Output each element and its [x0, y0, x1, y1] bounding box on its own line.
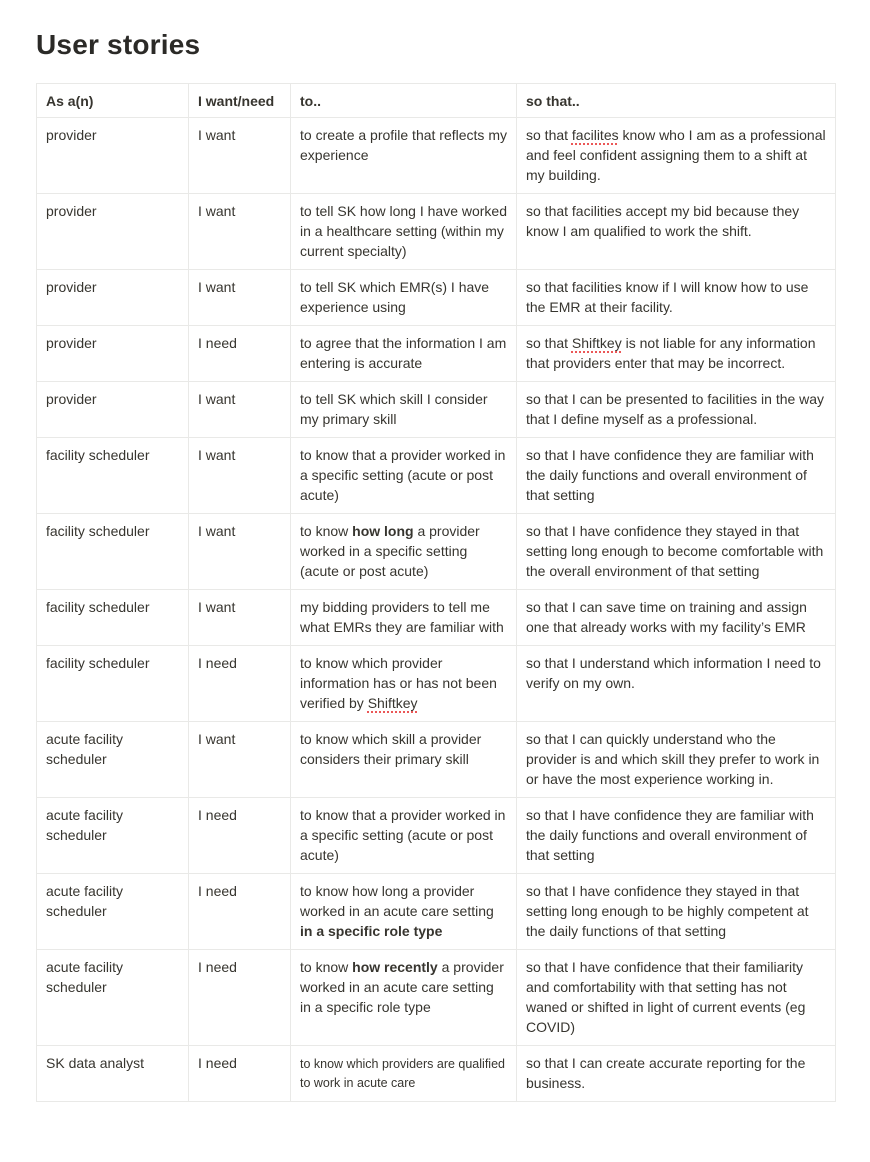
table-row: [37, 118, 836, 194]
cell-to[interactable]: [291, 874, 517, 950]
cell-want[interactable]: [189, 118, 291, 194]
text-segment: so that I understand which information I need to verify on my own.: [526, 655, 821, 691]
text-segment: I want: [198, 391, 236, 407]
cell-as[interactable]: [37, 118, 189, 194]
cell-so[interactable]: [517, 1046, 836, 1102]
text-segment: is not liable for any information that providers enter that may be incorrect.: [526, 335, 816, 371]
header-cell-want[interactable]: I want/need: [189, 84, 291, 118]
cell-as[interactable]: [37, 326, 189, 382]
table-row: [37, 798, 836, 874]
text-segment: to know which providers are qualified to work in acute care: [300, 1057, 505, 1090]
text-segment: Shiftkey: [571, 335, 622, 351]
table-row: [37, 326, 836, 382]
cell-to[interactable]: [291, 646, 517, 722]
text-segment: facility scheduler: [46, 599, 150, 615]
cell-so[interactable]: [517, 326, 836, 382]
cell-so[interactable]: [517, 382, 836, 438]
table-row: [37, 1046, 836, 1102]
cell-so[interactable]: [517, 270, 836, 326]
text-segment: facilites: [571, 127, 619, 143]
cell-as[interactable]: [37, 874, 189, 950]
page-title[interactable]: User stories: [36, 29, 201, 60]
cell-to[interactable]: [291, 722, 517, 798]
text-segment: I want: [198, 279, 236, 295]
cell-want[interactable]: [189, 646, 291, 722]
cell-want[interactable]: [189, 270, 291, 326]
cell-as[interactable]: [37, 590, 189, 646]
text-segment: I want: [198, 127, 236, 143]
text-segment: so that I have confidence that their familiarity and comfortability with that setting has not waned or shifted in light of current events (eg COVID): [526, 959, 806, 1035]
text-segment: provider: [46, 335, 97, 351]
text-segment: provider: [46, 391, 97, 407]
cell-so[interactable]: [517, 590, 836, 646]
text-segment: how long: [352, 523, 414, 539]
cell-want[interactable]: [189, 194, 291, 270]
cell-to[interactable]: [291, 438, 517, 514]
table-row: [37, 590, 836, 646]
cell-as[interactable]: [37, 646, 189, 722]
text-segment: to know how long a provider worked in an acute care setting: [300, 883, 494, 919]
cell-so[interactable]: [517, 950, 836, 1046]
cell-to[interactable]: [291, 118, 517, 194]
cell-to[interactable]: [291, 798, 517, 874]
table-row: [37, 270, 836, 326]
text-segment: in a specific role type: [300, 923, 443, 939]
cell-as[interactable]: [37, 438, 189, 514]
text-segment: so that I have confidence they stayed in that setting long enough to be highly competent at the daily functions of that setting: [526, 883, 809, 939]
cell-to[interactable]: [291, 194, 517, 270]
table-row: [37, 950, 836, 1046]
cell-as[interactable]: [37, 950, 189, 1046]
text-segment: acute facility scheduler: [46, 883, 124, 919]
text-segment: I need: [198, 1055, 237, 1071]
cell-so[interactable]: [517, 722, 836, 798]
text-segment: I want: [198, 447, 236, 463]
cell-so[interactable]: [517, 194, 836, 270]
cell-want[interactable]: [189, 1046, 291, 1102]
text-segment: I need: [198, 959, 237, 975]
text-segment: acute facility scheduler: [46, 959, 124, 995]
text-segment: I need: [198, 335, 237, 351]
text-segment: so that: [526, 335, 572, 351]
cell-so[interactable]: [517, 798, 836, 874]
text-segment: to agree that the information I am entering is accurate: [300, 335, 507, 371]
table-body: [37, 118, 836, 1102]
text-segment: know who I am as a professional and feel confident assigning them to a shift at my building.: [526, 127, 826, 183]
user-stories-table: [36, 83, 836, 1102]
text-segment: facility scheduler: [46, 523, 150, 539]
text-segment: facility scheduler: [46, 655, 150, 671]
cell-to[interactable]: [291, 326, 517, 382]
text-segment: how recently: [352, 959, 438, 975]
text-segment: so that I have confidence they are familiar with the daily functions and overall environment of that setting: [526, 447, 814, 503]
cell-want[interactable]: [189, 438, 291, 514]
cell-want[interactable]: [189, 950, 291, 1046]
text-segment: I want: [198, 203, 236, 219]
cell-as[interactable]: [37, 1046, 189, 1102]
cell-want[interactable]: [189, 326, 291, 382]
header-cell-to[interactable]: to..: [291, 84, 517, 118]
text-segment: facility scheduler: [46, 447, 150, 463]
text-segment: to know: [300, 959, 353, 975]
text-segment: I want: [198, 731, 236, 747]
text-segment: so that I have confidence they stayed in that setting long enough to become comfortable with the overall environment of that setting: [526, 523, 824, 579]
cell-to[interactable]: [291, 270, 517, 326]
text-segment: Shiftkey: [367, 695, 418, 711]
text-segment: provider: [46, 203, 97, 219]
cell-so[interactable]: [517, 874, 836, 950]
cell-want[interactable]: [189, 874, 291, 950]
cell-as[interactable]: [37, 798, 189, 874]
table-header-row: [37, 84, 836, 118]
header-cell-so[interactable]: so that..: [517, 84, 836, 118]
text-segment: so that I can quickly understand who the provider is and which skill they prefer to work in or have the most experience working in.: [526, 731, 820, 787]
text-segment: I need: [198, 883, 237, 899]
text-segment: to know that a provider worked in a specific setting (acute or post acute): [300, 807, 506, 863]
text-segment: I want: [198, 599, 236, 615]
table-row: [37, 646, 836, 722]
cell-so[interactable]: [517, 514, 836, 590]
cell-as[interactable]: [37, 194, 189, 270]
text-segment: provider: [46, 127, 97, 143]
table-row: [37, 382, 836, 438]
text-segment: so that facilities know if I will know how to use the EMR at their facility.: [526, 279, 809, 315]
cell-so[interactable]: [517, 118, 836, 194]
text-segment: to know that a provider worked in a specific setting (acute or post acute): [300, 447, 506, 503]
text-segment: to tell SK which skill I consider my primary skill: [300, 391, 488, 427]
table-row: [37, 874, 836, 950]
text-segment: provider: [46, 279, 97, 295]
text-segment: I need: [198, 655, 237, 671]
text-segment: to know which skill a provider considers their primary skill: [300, 731, 482, 767]
table-header: [37, 84, 836, 118]
text-segment: to create a profile that reflects my experience: [300, 127, 507, 163]
cell-to[interactable]: [291, 950, 517, 1046]
text-segment: to tell SK how long I have worked in a healthcare setting (within my current specialty): [300, 203, 508, 259]
text-segment: so that: [526, 127, 572, 143]
cell-so[interactable]: [517, 646, 836, 722]
text-segment: I want: [198, 523, 236, 539]
cell-as[interactable]: [37, 722, 189, 798]
text-segment: a provider worked in an acute care setting in a specific role type: [300, 959, 504, 1015]
text-segment: acute facility scheduler: [46, 731, 124, 767]
text-segment: my bidding providers to tell me what EMRs they are familiar with: [300, 599, 504, 635]
cell-as[interactable]: [37, 270, 189, 326]
table-row: [37, 438, 836, 514]
cell-so[interactable]: [517, 438, 836, 514]
text-segment: a provider worked in a specific setting (acute or post acute): [300, 523, 480, 579]
cell-want[interactable]: [189, 382, 291, 438]
text-segment: to tell SK which EMR(s) I have experience using: [300, 279, 490, 315]
table-row: [37, 722, 836, 798]
text-segment: to know: [300, 523, 353, 539]
cell-to[interactable]: [291, 514, 517, 590]
cell-want[interactable]: [189, 514, 291, 590]
text-segment: SK data analyst: [46, 1055, 145, 1071]
cell-to[interactable]: [291, 1046, 517, 1102]
text-segment: acute facility scheduler: [46, 807, 124, 843]
text-segment: I need: [198, 807, 237, 823]
cell-as[interactable]: [37, 382, 189, 438]
text-segment: so that I can save time on training and assign one that already works with my facility’s EMR: [526, 599, 807, 635]
table-row: [37, 194, 836, 270]
text-segment: to know which provider information has or has not been verified by: [300, 655, 497, 711]
cell-as[interactable]: [37, 514, 189, 590]
cell-want[interactable]: [189, 722, 291, 798]
text-segment: so that facilities accept my bid because they know I am qualified to work the shift.: [526, 203, 800, 239]
cell-want[interactable]: [189, 590, 291, 646]
cell-to[interactable]: [291, 382, 517, 438]
header-cell-as[interactable]: As a(n): [37, 84, 189, 118]
cell-to[interactable]: [291, 590, 517, 646]
text-segment: so that I can be presented to facilities in the way that I define myself as a professional.: [526, 391, 825, 427]
text-segment: so that I have confidence they are familiar with the daily functions and overall environment of that setting: [526, 807, 814, 863]
table-row: [37, 514, 836, 590]
text-segment: so that I can create accurate reporting for the business.: [526, 1055, 806, 1091]
cell-want[interactable]: [189, 798, 291, 874]
